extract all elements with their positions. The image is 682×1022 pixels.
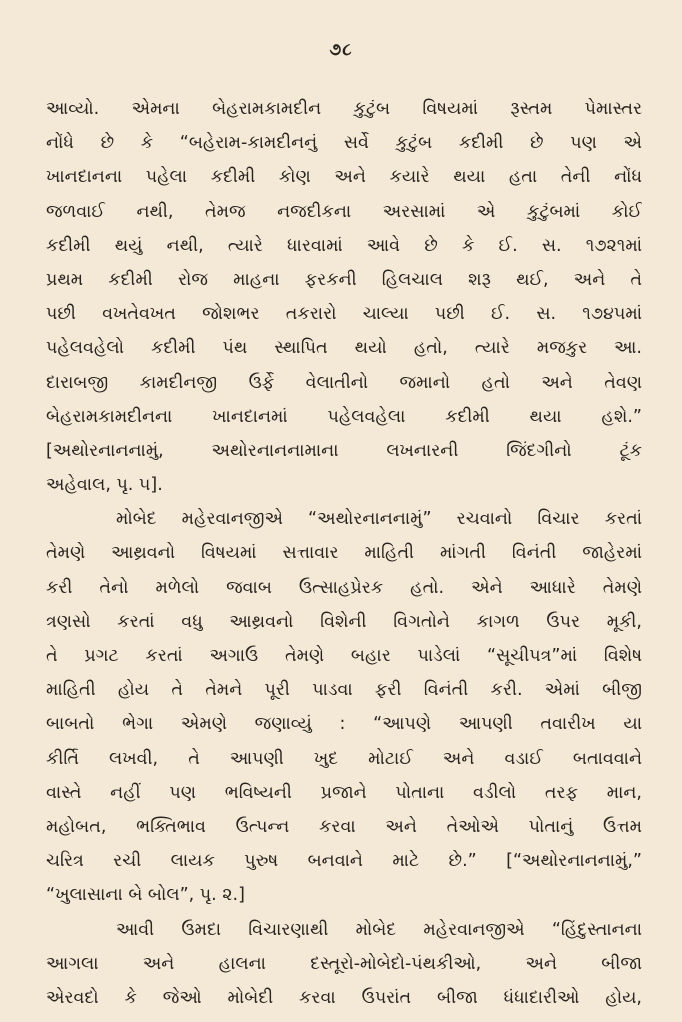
- text-line: આવી ઉમદા વિચારણાથી મોબેદ મહેરવાનજીએ “હિંદુસ્તાનના: [116, 919, 642, 940]
- body-text: [46, 92, 642, 1015]
- text-line: મોબેદ મહેરવાનજીએ “અથોરનાનનામું” રચવાનો વિચાર કરતાં: [116, 509, 642, 530]
- text-line: આવ્યો. એમના બેહરામકામદીન કુટુંબ વિષયમાં રૂસ્તમ પેમાસ્તર: [46, 99, 642, 119]
- text-line: પ્રથમ કદીમી રોજ માહના ફરકની હિલચાલ શરૂ થઈ, અને તે: [46, 269, 642, 290]
- text-line: “ખુલાસાના બે બોલ”, પૃ. ૨.]: [46, 885, 245, 906]
- page-number: ૭૮: [329, 40, 353, 60]
- text-line: ત્રણસો કરતાં વધુ આથ્રવનો વિશેની વિગતોને કાગળ ઉપર મૂકી,: [46, 611, 642, 632]
- text-line: જળવાઈ નથી, તેમજ નજદીકના અરસામાં એ કુટુંબમાં કોઈ: [46, 201, 642, 222]
- text-line: અહેવાલ, પૃ. ૫].: [46, 475, 163, 496]
- text-line: નોંધે છે કે “બહેરામ-કામદીનનું સર્વે કુટુંબ કદીમી છે પણ એ: [46, 133, 642, 154]
- text-line: પહેલવહેલો કદીમી પંથ સ્થાપિત થયો હતો, ત્યારે મજકુર આ.: [46, 338, 642, 359]
- text-line: તે પ્રગટ કરતાં અગાઉ તેમણે બહાર પાડેલાં “સૂચીપત્ર”માં વિશેષ: [46, 646, 642, 666]
- text-line: બાબતો ભેગા એમણે જણાવ્યું : “આપણે આપણી તવારીખ યા: [46, 714, 642, 735]
- text-line: મહોબત, ભક્તિભાવ ઉત્પન્ન કરવા અને તેઓએ પોતાનું ઉત્તમ: [46, 816, 642, 837]
- text-line: દારાબજી કામદીનજી ઉર્ફે વેલાતીનો જમાનો હતો અને તેવણ: [46, 372, 642, 393]
- text-line: કદીમી થયું નથી, ત્યારે ધારવામાં આવે છે કે ઈ. સ. ૧૭૨૧માં: [46, 235, 642, 256]
- text-line: પછી વખતેવખત જોશભર તકરારો ચાલ્યા પછી ઈ. સ. ૧૭૪૫માં: [46, 304, 642, 325]
- text-line: કીર્તિ લખવી, તે આપણી ખુદ મોટાઈ અને વડાઈ બતાવવાને: [46, 748, 642, 769]
- text-line: આગલા અને હાલના દસ્તૂરો-મોબેદો-પંથકીઓ, અને બીજા: [46, 953, 642, 974]
- text-line: ચરિત્ર રચી લાયક પુરુષ બનવાને માટે છે.” [“અથોરનાનનામું,”: [46, 851, 642, 872]
- text-line: ખાનદાનના પહેલા કદીમી કોણ અને કયારે થયા હતા તેની નોંધ: [46, 167, 642, 188]
- text-line: તેમણે આથ્રવનો વિષયમાં સત્તાવાર માહિતી માંગતી વિનંતી જાહેરમાં: [46, 543, 642, 564]
- text-line: એરવદો કે જેઓ મોબેદી કરવા ઉપરાંત બીજા ધંધાદારીઓ હોય,: [46, 987, 642, 1008]
- text-line: બેહરામકામદીનના ખાનદાનમાં પહેલવહેલા કદીમી થયા હશે.”: [46, 406, 642, 427]
- text-line: કરી તેનો મળેલો જવાબ ઉત્સાહપ્રેરક હતો. એને આધારે તેમણે: [46, 577, 642, 598]
- text-line: માહિતી હોય તે તેમને પૂરી પાડવા ફરી વિનંતી કરી. એમાં બીજી: [46, 680, 642, 701]
- text-line: [અથોરનાનનામું, અથોરનાનનામાના લખનારની જિંદગીનો ટૂંક: [46, 440, 642, 461]
- text-line: વાસ્તે નહીં પણ ભવિષ્યની પ્રજાને પોતાના વડીલો તરફ માન,: [46, 782, 642, 803]
